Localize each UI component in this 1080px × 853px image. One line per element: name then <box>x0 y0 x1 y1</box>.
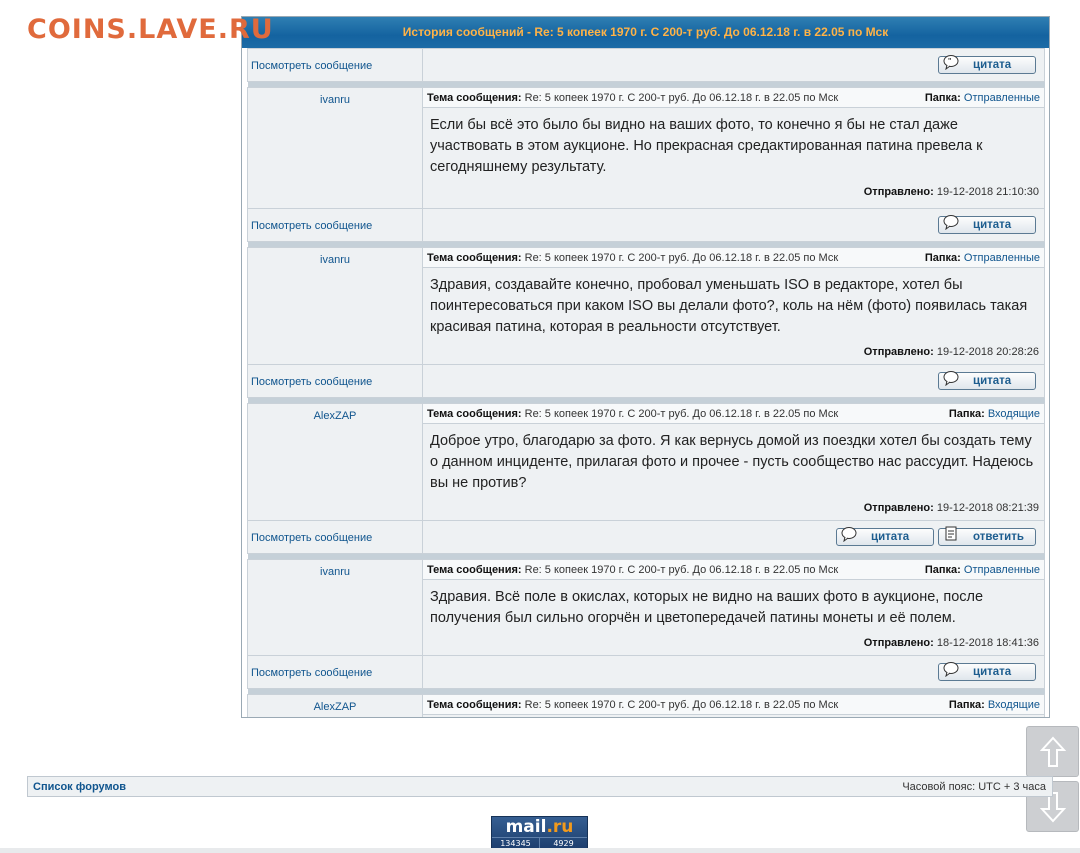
view-row <box>248 209 1045 242</box>
folder-link[interactable]: Входящие <box>987 699 1040 711</box>
counter-visitors: 4929 <box>553 839 574 848</box>
message-header: Тема сообщения: Re: 5 копеек 1970 г. С 200-т руб. До 06.12.18 г. в 22.05 по Мск Папка: Отправленные <box>423 560 1044 580</box>
reply-button[interactable]: ответить <box>938 528 1036 546</box>
scroll-up-button[interactable] <box>1026 726 1079 777</box>
author-name[interactable]: AlexZAP <box>313 410 357 422</box>
sent-time: Отправлено: 19-12-2018 21:10:30 <box>863 186 1039 198</box>
message-row <box>248 695 1045 719</box>
message-body: Здравия. Всё поле в окислах, которых не видно на ваших фото в аукционе, после получения был сильно огорчён и цветопередачей патины монеты и её полем. <box>430 589 984 626</box>
quote-button[interactable]: цитата <box>938 216 1036 234</box>
history-title: История сообщений - Re: 5 копеек 1970 г. С 200-т руб. До 06.12.18 г. в 22.05 по Мск <box>242 17 1049 48</box>
messages-table <box>247 48 1045 718</box>
quote-bubble-icon <box>943 54 959 70</box>
message-header: Тема сообщения: Re: 5 копеек 1970 г. С 200-т руб. До 06.12.18 г. в 22.05 по Мск Папка: Входящие <box>423 404 1044 424</box>
counter-hits: 134345 <box>492 838 540 849</box>
quote-bubble-icon <box>943 214 959 230</box>
timezone-text: Часовой пояс: UTC + 3 часа <box>902 780 1046 793</box>
message-row <box>248 88 1045 209</box>
svg-text:": " <box>948 58 952 65</box>
arrow-up-icon <box>1040 736 1066 768</box>
view-message-link[interactable]: Посмотреть сообщение <box>251 667 373 679</box>
sent-time: Отправлено: 19-12-2018 20:28:26 <box>863 346 1039 358</box>
message-history-panel <box>241 16 1050 718</box>
message-row <box>248 404 1045 521</box>
quote-bubble-icon <box>943 370 959 386</box>
message-subject: Re: 5 копеек 1970 г. С 200-т руб. До 06.12.18 г. в 22.05 по Мск <box>524 408 839 420</box>
view-row <box>248 656 1045 689</box>
bottom-strip <box>0 848 1080 853</box>
message-subject: Re: 5 копеек 1970 г. С 200-т руб. До 06.12.18 г. в 22.05 по Мск <box>524 564 839 576</box>
view-message-link[interactable]: Посмотреть сообщение <box>251 60 373 72</box>
view-row <box>248 521 1045 554</box>
message-body: Здравия, создавайте конечно, пробовал уменьшать ISO в редакторе, хотел бы поинтересоваться при каком ISO вы делали фото?, коль на нём (фото) появилась такая красивая патина, которая в реальности отсутствует. <box>430 277 1028 335</box>
counter-tld: .ru <box>546 817 574 837</box>
site-logo[interactable]: COINS.LAVE.RU <box>27 14 274 45</box>
forum-list-link[interactable]: Список форумов <box>33 780 126 793</box>
message-subject: Re: 5 копеек 1970 г. С 200-т руб. До 06.12.18 г. в 22.05 по Мск <box>524 699 839 711</box>
folder-link[interactable]: Отправленные <box>963 564 1040 576</box>
quote-button[interactable]: цитата <box>938 372 1036 390</box>
message-header: Тема сообщения: Re: 5 копеек 1970 г. С 200-т руб. До 06.12.18 г. в 22.05 по Мск Папка: Отправленные <box>423 248 1044 268</box>
view-message-link[interactable]: Посмотреть сообщение <box>251 376 373 388</box>
author-name[interactable]: AlexZAP <box>313 701 357 713</box>
sent-time: Отправлено: 19-12-2018 08:21:39 <box>863 502 1039 514</box>
view-message-link[interactable]: Посмотреть сообщение <box>251 220 373 232</box>
footer-bar <box>27 776 1053 797</box>
quote-bubble-icon <box>841 526 857 542</box>
view-row <box>248 49 1045 82</box>
folder-link[interactable]: Отправленные <box>963 92 1040 104</box>
message-subject: Re: 5 копеек 1970 г. С 200-т руб. До 06.12.18 г. в 22.05 по Мск <box>524 252 839 264</box>
folder-link[interactable]: Входящие <box>987 408 1040 420</box>
view-row <box>248 365 1045 398</box>
quote-button[interactable]: " цитата <box>938 56 1036 74</box>
mail-ru-counter[interactable] <box>491 816 588 849</box>
message-header: Тема сообщения: Re: 5 копеек 1970 г. С 200-т руб. До 06.12.18 г. в 22.05 по Мск Папка: Входящие <box>423 695 1044 715</box>
folder-link[interactable]: Отправленные <box>963 252 1040 264</box>
message-subject: Re: 5 копеек 1970 г. С 200-т руб. До 06.12.18 г. в 22.05 по Мск <box>524 92 839 104</box>
quote-button[interactable]: цитата <box>836 528 934 546</box>
counter-brand: mail <box>505 817 547 837</box>
message-header: Тема сообщения: Re: 5 копеек 1970 г. С 200-т руб. До 06.12.18 г. в 22.05 по Мск Папка: Отправленные <box>423 88 1044 108</box>
sent-time: Отправлено: 18-12-2018 18:41:36 <box>863 637 1039 649</box>
author-name[interactable]: ivanru <box>320 254 350 266</box>
author-name[interactable]: ivanru <box>320 94 350 106</box>
reply-document-icon <box>943 526 959 542</box>
message-body: Если бы всё это было бы видно на ваших фото, то конечно я бы не стал даже участвовать в этом аукционе. Но прекрасная средактированная патина превела к сегодняшнему результату. <box>430 117 983 175</box>
view-message-link[interactable]: Посмотреть сообщение <box>251 532 373 544</box>
quote-button[interactable]: цитата <box>938 663 1036 681</box>
quote-bubble-icon <box>943 661 959 677</box>
message-body: Доброе утро, благодарю за фото. Я как вернусь домой из поездки хотел бы создать тему о данном инциденте, прилагая фото и прочее - пусть сообщество нас рассудит. Надеюсь вы не против? <box>430 433 1034 491</box>
author-name[interactable]: ivanru <box>320 566 350 578</box>
message-row <box>248 248 1045 365</box>
message-row <box>248 560 1045 656</box>
